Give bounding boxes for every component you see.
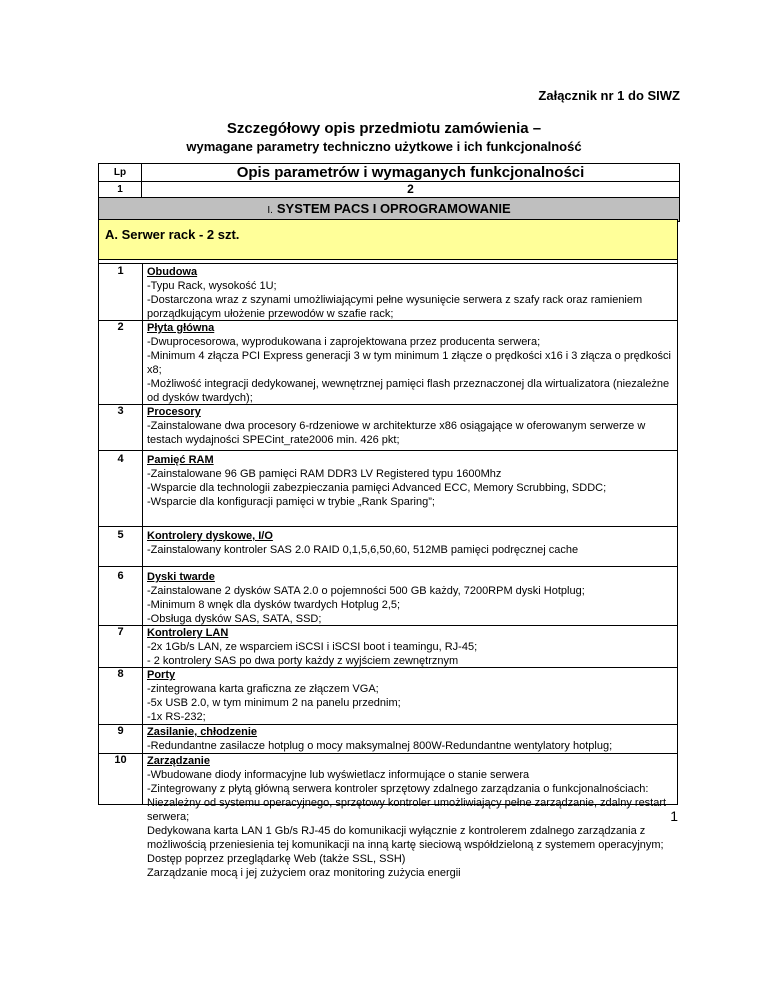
row-number: 3	[117, 405, 124, 417]
row-number: 7	[117, 626, 124, 638]
spec-row-zasilanie	[147, 725, 675, 753]
row-number: 6	[117, 570, 124, 582]
row-title: Zasilanie, chłodzenie	[147, 726, 258, 738]
row-title: Kontrolery dyskowe, I/O	[147, 530, 273, 542]
table-header	[98, 163, 680, 222]
table-gap-row	[99, 260, 677, 264]
row-line: -Zainstalowane 2 dysków SATA 2.0 o pojemności 500 GB każdy, 7200RPM dyski Hotplug;	[147, 585, 585, 597]
spec-row-lan	[147, 626, 675, 668]
row-line: -Wbudowane diody informacyjne lub wyświetlacz informujące o stanie serwera	[147, 769, 530, 781]
spec-row-kontrolery	[147, 529, 675, 557]
row-line: - 2 kontrolery SAS po dwa porty każdy z wyjściem zewnętrznym	[147, 655, 459, 667]
row-title: Procesory	[147, 406, 201, 418]
row-divider	[99, 450, 677, 451]
row-line: Zarządzanie mocą i jej zużyciem oraz monitoring zużycia energii	[147, 867, 461, 879]
row-line: -Możliwość integracji dedykowanej, wewnętrznej pamięci flash przeznaczonej dla wirtualizatora (niezależne od dysków twardych);	[147, 378, 670, 404]
opis-column-number: 2	[407, 182, 414, 196]
row-line: -Wsparcie dla konfiguracji pamięci w trybie „Rank Sparing”;	[147, 496, 435, 508]
row-line: -Typu Rack, wysokość 1U;	[147, 280, 277, 292]
row-title: Dyski twarde	[147, 571, 215, 583]
row-number: 8	[117, 668, 124, 680]
spec-row-plyta	[147, 321, 675, 405]
row-line: -Minimum 4 złącza PCI Express generacji 3 w tym minimum 1 złącze o prędkości x16 i 3 złącza o prędkości x8;	[147, 350, 671, 376]
row-line: Dedykowana karta LAN 1 Gb/s RJ-45 do komunikacji wyłącznie z kontrolerem zdalnego zarządzania z możliwością przeniesienia tej komunikacji na inną kartę sieciową współdzieloną z systemem operacyjnym;	[147, 825, 664, 851]
row-line: -Wsparcie dla technologii zabezpieczania pamięci Advanced ECC, Memory Scrubbing, SDDC;	[147, 482, 607, 494]
row-number: 2	[117, 321, 124, 333]
row-line: -Minimum 8 wnęk dla dysków twardych Hotplug 2,5;	[147, 599, 401, 611]
row-line: -Dwuprocesorowa, wyprodukowana i zaprojektowana przez producenta serwera;	[147, 336, 541, 348]
spec-row-ram	[147, 453, 675, 509]
row-line: -2x 1Gb/s LAN, ze wsparciem iSCSI i iSCSI boot i teamingu, RJ-45;	[147, 641, 478, 653]
spec-row-dyski	[147, 570, 675, 626]
row-divider	[99, 526, 677, 527]
row-title: Pamięć RAM	[147, 454, 214, 466]
row-line: -Zainstalowane 96 GB pamięci RAM DDR3 LV Registered typu 1600Mhz	[147, 468, 502, 480]
row-title: Obudowa	[147, 266, 198, 278]
spec-row-procesory	[147, 405, 675, 447]
row-line: -Obsługa dysków SAS, SATA, SSD;	[147, 613, 322, 625]
row-number: 5	[117, 529, 124, 541]
section-a-heading: A. Serwer rack - 2 szt.	[98, 219, 678, 260]
row-line: -Zainstalowany kontroler SAS 2.0 RAID 0,1,5,6,50,60, 512MB pamięci podręcznej cache	[147, 544, 579, 556]
spec-row-obudowa	[147, 265, 675, 321]
row-title: Zarządzanie	[147, 755, 210, 767]
row-line: -Redundantne zasilacze hotplug o mocy maksymalnej 800W-Redundantne wentylatory hotplug;	[147, 740, 613, 752]
row-line: -Zainstalowane dwa procesory 6-rdzeniowe w architekturze x86 osiągające w oferowanym serwerze w testach wydajności SPECint_rate2006 min. 426 pkt;	[147, 420, 646, 446]
opis-column-header: Opis parametrów i wymaganych funkcjonalności	[236, 164, 585, 181]
row-line: -Dostarczona wraz z szynami umożliwiającymi pełne wysunięcie serwera z szafy rack oraz ramieniem porządkującym ułożenie przewodów w szafie rack;	[147, 294, 643, 320]
row-number: 10	[114, 754, 127, 766]
row-number: 9	[117, 725, 124, 737]
spec-table	[98, 260, 678, 879]
row-line: Dostęp poprzez przeglądarkę Web (także SSL, SSH)	[147, 853, 406, 865]
section-title: SYSTEM PACS I OPROGRAMOWANIE	[276, 201, 511, 216]
row-line: -5x USB 2.0, w tym minimum 2 na panelu przednim;	[147, 697, 401, 709]
row-number: 4	[117, 453, 124, 465]
row-line: -Zintegrowany z płytą główną serwera kontroler sprzętowy zdalnego zarządzania o funkcjonalnościach:	[147, 783, 649, 795]
row-title: Płyta główna	[147, 322, 215, 334]
row-line: Niezależny od systemu operacyjnego, sprzętowy kontroler umożliwiający pełne zarządzanie, zdalny restart serwera;	[147, 797, 667, 823]
row-title: Porty	[147, 669, 176, 681]
section-heading	[99, 197, 679, 221]
attachment-label: Załącznik nr 1 do SIWZ	[538, 88, 680, 103]
document-subtitle: wymagane parametry techniczno użytkowe i ich funkcjonalność	[186, 139, 582, 154]
section-roman: I.	[267, 205, 273, 216]
lp-column-number: 1	[99, 182, 142, 197]
row-line: -zintegrowana karta graficzna ze złączem VGA;	[147, 683, 379, 695]
page-number: 1	[670, 808, 678, 824]
document-title: Szczegółowy opis przedmiotu zamówienia –	[226, 120, 542, 137]
row-line: -1x RS-232;	[147, 711, 206, 723]
column-divider	[142, 264, 143, 804]
spec-row-porty	[147, 668, 675, 724]
spec-row-zarzadzanie	[147, 754, 675, 880]
lp-column-header: Lp	[99, 164, 142, 181]
row-number: 1	[117, 265, 124, 277]
row-title: Kontrolery LAN	[147, 627, 229, 639]
row-divider	[99, 566, 677, 567]
